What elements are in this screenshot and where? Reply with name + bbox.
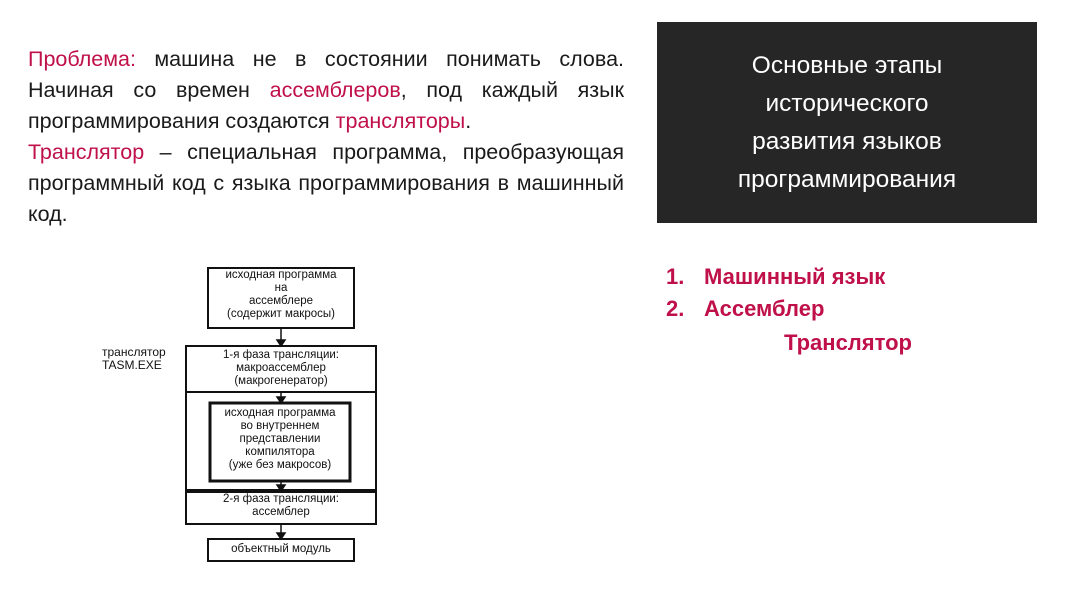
internal-program-label xyxy=(210,407,350,472)
problem-paragraph xyxy=(28,44,624,137)
definition-paragraph xyxy=(28,137,624,230)
side-label-line: транслятор xyxy=(102,345,166,359)
problem-label: Проблема: xyxy=(28,47,136,71)
title-line: развития языков xyxy=(752,127,942,155)
label-line: на xyxy=(274,282,288,294)
translation-flow-diagram xyxy=(100,262,400,572)
label-line: (содержит макросы) xyxy=(227,308,335,320)
section-title xyxy=(738,47,956,199)
problem-mid-text: , под каждый язык программирования создаются xyxy=(28,78,625,133)
translator-side-label xyxy=(102,346,166,372)
label-line: объектный модуль xyxy=(231,543,331,555)
list-item xyxy=(666,296,824,322)
section-title-box xyxy=(657,22,1037,223)
problem-text: машина не в состоянии понимать слова. Начиная со времен xyxy=(28,47,624,102)
list-label: Машинный язык xyxy=(704,264,886,289)
label-line: представлении xyxy=(239,433,321,445)
label-line: исходная программа xyxy=(224,407,336,419)
translator-label: Транслятор xyxy=(28,140,145,164)
side-label-line: TASM.EXE xyxy=(102,358,162,372)
list-number: 1. xyxy=(666,264,685,289)
problem-end: . xyxy=(465,109,472,133)
label-line: ассемблер xyxy=(252,506,310,518)
phase2-label xyxy=(186,493,376,519)
label-line: исходная программа xyxy=(225,269,337,281)
list-label: Ассемблер xyxy=(704,296,825,321)
label-line: (макрогенератор) xyxy=(234,375,328,387)
label-line: во внутреннем xyxy=(240,420,320,432)
list-item xyxy=(666,264,885,290)
assemblers-term: ассемблеров xyxy=(269,78,401,102)
object-module-label xyxy=(208,543,354,556)
title-line: программирования xyxy=(737,165,957,193)
label-line: макроассемблер xyxy=(236,362,326,374)
translators-term: трансляторы xyxy=(335,109,466,133)
label-line: 2-я фаза трансляции: xyxy=(223,493,339,505)
intro-text xyxy=(28,44,624,230)
label-line: (уже без макросов) xyxy=(228,459,332,471)
list-number: 2. xyxy=(666,296,685,321)
translator-definition: – специальная программа, преобразующая программный код с языка программирования в машинный код. xyxy=(28,140,624,226)
label-line: компилятора xyxy=(245,446,315,458)
phase1-label xyxy=(186,349,376,388)
label-line: ассемблере xyxy=(248,295,314,307)
source-program-label xyxy=(208,269,354,321)
title-line: Основные этапы xyxy=(751,51,943,79)
title-line: исторического xyxy=(765,89,929,117)
list-subitem: Транслятор xyxy=(784,330,912,355)
label-line: 1-я фаза трансляции: xyxy=(223,349,339,361)
